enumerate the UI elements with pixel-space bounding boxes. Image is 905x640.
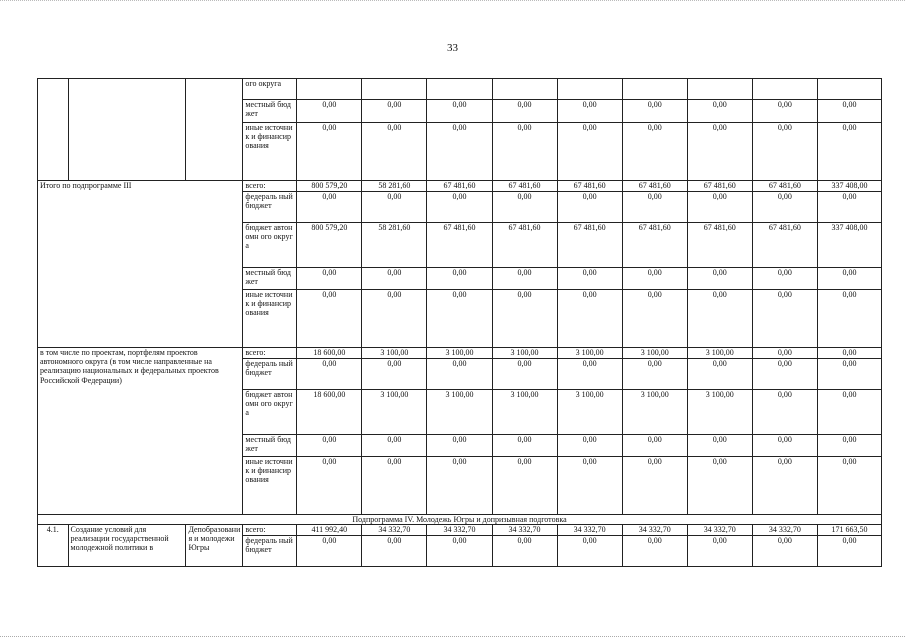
value-cell: 3 100,00	[492, 348, 557, 359]
value-cell: 0,00	[622, 192, 687, 223]
value-cell: 0,00	[752, 457, 817, 515]
source-label: местный бюджет	[243, 435, 297, 457]
value-cell: 0,00	[622, 536, 687, 567]
value-cell: 0,00	[752, 268, 817, 290]
value-cell: 3 100,00	[557, 348, 622, 359]
value-cell: 67 481,60	[752, 181, 817, 192]
source-label: местный бюджет	[243, 100, 297, 123]
value-cell: 0,00	[752, 100, 817, 123]
item-executor: Депобразования и молодежи Югры	[186, 525, 243, 567]
value-cell: 0,00	[622, 435, 687, 457]
value-cell: 3 100,00	[362, 348, 427, 359]
source-label: местный бюджет	[243, 268, 297, 290]
value-cell: 0,00	[817, 348, 881, 359]
value-cell: 0,00	[492, 435, 557, 457]
cont-executor-cell	[186, 79, 243, 181]
value-cell: 18 600,00	[297, 348, 362, 359]
value-cell	[557, 79, 622, 100]
value-cell: 0,00	[752, 123, 817, 181]
value-cell: 0,00	[752, 435, 817, 457]
source-label: иные источник и финансир ования	[243, 457, 297, 515]
projects-title: в том числе по проектам, портфелям проектов автономного округа (в том числе направленные на реализацию национальных и федеральных проектов Российской Федерации)	[38, 348, 243, 515]
value-cell: 34 332,70	[622, 525, 687, 536]
value-cell: 0,00	[817, 192, 881, 223]
value-cell: 0,00	[557, 268, 622, 290]
table-row	[38, 79, 882, 100]
value-cell: 0,00	[362, 290, 427, 348]
value-cell	[752, 79, 817, 100]
page-number: 33	[447, 42, 458, 54]
value-cell: 3 100,00	[492, 390, 557, 435]
value-cell: 3 100,00	[427, 348, 492, 359]
value-cell: 800 579,20	[297, 181, 362, 192]
value-cell: 0,00	[817, 123, 881, 181]
value-cell: 0,00	[362, 123, 427, 181]
source-label: иные источник и финансир ования	[243, 123, 297, 181]
value-cell: 0,00	[817, 390, 881, 435]
value-cell: 0,00	[687, 536, 752, 567]
value-cell: 0,00	[297, 435, 362, 457]
item-number: 4.1.	[38, 525, 69, 567]
value-cell: 0,00	[817, 435, 881, 457]
value-cell: 0,00	[492, 100, 557, 123]
source-label: всего:	[243, 525, 297, 536]
value-cell: 0,00	[427, 268, 492, 290]
value-cell: 0,00	[427, 457, 492, 515]
top-edge-line	[0, 0, 905, 1]
value-cell: 67 481,60	[687, 223, 752, 268]
value-cell: 3 100,00	[622, 390, 687, 435]
cont-number-cell	[38, 79, 69, 181]
source-label: всего:	[243, 181, 297, 192]
value-cell: 67 481,60	[557, 181, 622, 192]
value-cell: 0,00	[492, 457, 557, 515]
value-cell: 0,00	[492, 359, 557, 390]
subtotal-title: Итого по подпрограмме III	[38, 181, 243, 348]
value-cell: 34 332,70	[557, 525, 622, 536]
value-cell: 0,00	[752, 390, 817, 435]
value-cell: 0,00	[622, 100, 687, 123]
value-cell: 34 332,70	[687, 525, 752, 536]
value-cell: 0,00	[557, 123, 622, 181]
value-cell: 0,00	[687, 123, 752, 181]
value-cell: 0,00	[362, 268, 427, 290]
value-cell: 3 100,00	[427, 390, 492, 435]
value-cell: 3 100,00	[687, 348, 752, 359]
value-cell: 0,00	[687, 359, 752, 390]
table-row	[38, 515, 882, 525]
source-label: всего:	[243, 348, 297, 359]
value-cell: 0,00	[557, 359, 622, 390]
value-cell: 67 481,60	[427, 223, 492, 268]
value-cell: 0,00	[427, 536, 492, 567]
value-cell: 0,00	[362, 192, 427, 223]
value-cell: 0,00	[687, 100, 752, 123]
subprogram-header: Подпрограмма IV. Молодежь Югры и допризывная подготовка	[38, 515, 882, 525]
value-cell: 0,00	[817, 100, 881, 123]
source-label: бюджет автономн ого округа	[243, 390, 297, 435]
value-cell	[622, 79, 687, 100]
value-cell: 0,00	[362, 536, 427, 567]
value-cell: 0,00	[687, 435, 752, 457]
value-cell: 18 600,00	[297, 390, 362, 435]
value-cell: 3 100,00	[622, 348, 687, 359]
value-cell	[427, 79, 492, 100]
value-cell: 0,00	[297, 192, 362, 223]
value-cell: 0,00	[817, 290, 881, 348]
value-cell: 3 100,00	[687, 390, 752, 435]
value-cell: 67 481,60	[492, 223, 557, 268]
value-cell	[817, 79, 881, 100]
value-cell: 67 481,60	[687, 181, 752, 192]
value-cell: 0,00	[297, 457, 362, 515]
value-cell: 0,00	[687, 457, 752, 515]
value-cell: 800 579,20	[297, 223, 362, 268]
value-cell: 0,00	[687, 268, 752, 290]
value-cell: 0,00	[752, 536, 817, 567]
source-label: федераль ный бюджет	[243, 192, 297, 223]
source-label: бюджет автономн ого округа	[243, 223, 297, 268]
value-cell: 0,00	[557, 290, 622, 348]
value-cell	[362, 79, 427, 100]
value-cell	[297, 79, 362, 100]
value-cell: 0,00	[557, 457, 622, 515]
source-label: ого округа	[243, 79, 297, 100]
value-cell: 58 281,60	[362, 223, 427, 268]
value-cell: 0,00	[427, 100, 492, 123]
value-cell: 0,00	[492, 536, 557, 567]
value-cell: 0,00	[687, 192, 752, 223]
budget-table	[37, 78, 882, 567]
value-cell: 0,00	[752, 348, 817, 359]
value-cell	[687, 79, 752, 100]
value-cell: 0,00	[297, 123, 362, 181]
value-cell: 171 663,50	[817, 525, 881, 536]
value-cell: 0,00	[492, 290, 557, 348]
value-cell: 0,00	[817, 536, 881, 567]
value-cell: 0,00	[427, 192, 492, 223]
value-cell: 0,00	[622, 457, 687, 515]
value-cell: 0,00	[622, 359, 687, 390]
value-cell: 0,00	[557, 192, 622, 223]
value-cell: 3 100,00	[557, 390, 622, 435]
value-cell: 0,00	[297, 290, 362, 348]
value-cell: 34 332,70	[752, 525, 817, 536]
value-cell: 0,00	[362, 457, 427, 515]
value-cell: 0,00	[297, 536, 362, 567]
value-cell: 337 408,00	[817, 223, 881, 268]
value-cell: 0,00	[817, 457, 881, 515]
value-cell: 34 332,70	[427, 525, 492, 536]
value-cell: 0,00	[427, 290, 492, 348]
value-cell: 67 481,60	[492, 181, 557, 192]
value-cell: 337 408,00	[817, 181, 881, 192]
value-cell: 67 481,60	[557, 223, 622, 268]
value-cell: 3 100,00	[362, 390, 427, 435]
value-cell: 0,00	[427, 123, 492, 181]
value-cell: 0,00	[752, 290, 817, 348]
value-cell: 0,00	[297, 100, 362, 123]
value-cell: 0,00	[622, 268, 687, 290]
table-row	[38, 348, 882, 359]
value-cell: 0,00	[492, 268, 557, 290]
value-cell: 0,00	[622, 123, 687, 181]
value-cell: 0,00	[362, 359, 427, 390]
value-cell: 0,00	[752, 359, 817, 390]
cont-name-cell	[68, 79, 186, 181]
bottom-edge-line	[0, 636, 905, 637]
value-cell: 0,00	[557, 100, 622, 123]
value-cell: 34 332,70	[492, 525, 557, 536]
value-cell: 0,00	[557, 435, 622, 457]
value-cell: 67 481,60	[427, 181, 492, 192]
value-cell: 34 332,70	[362, 525, 427, 536]
value-cell: 0,00	[492, 123, 557, 181]
source-label: иные источник и финансир ования	[243, 290, 297, 348]
value-cell: 0,00	[687, 290, 752, 348]
value-cell: 411 992,40	[297, 525, 362, 536]
value-cell: 0,00	[492, 192, 557, 223]
value-cell: 0,00	[427, 435, 492, 457]
source-label: федераль ный бюджет	[243, 359, 297, 390]
value-cell: 0,00	[297, 268, 362, 290]
table-row	[38, 181, 882, 192]
value-cell	[492, 79, 557, 100]
value-cell: 0,00	[297, 359, 362, 390]
value-cell: 58 281,60	[362, 181, 427, 192]
table-row	[38, 525, 882, 536]
value-cell: 0,00	[817, 359, 881, 390]
value-cell: 0,00	[752, 192, 817, 223]
source-label: федераль ный бюджет	[243, 536, 297, 567]
value-cell: 0,00	[557, 536, 622, 567]
value-cell: 0,00	[362, 435, 427, 457]
value-cell: 0,00	[622, 290, 687, 348]
value-cell: 67 481,60	[622, 223, 687, 268]
value-cell: 67 481,60	[752, 223, 817, 268]
value-cell: 0,00	[362, 100, 427, 123]
value-cell: 0,00	[427, 359, 492, 390]
item-name: Создание условий для реализации государственной молодежной политики в	[68, 525, 186, 567]
value-cell: 0,00	[817, 268, 881, 290]
value-cell: 67 481,60	[622, 181, 687, 192]
